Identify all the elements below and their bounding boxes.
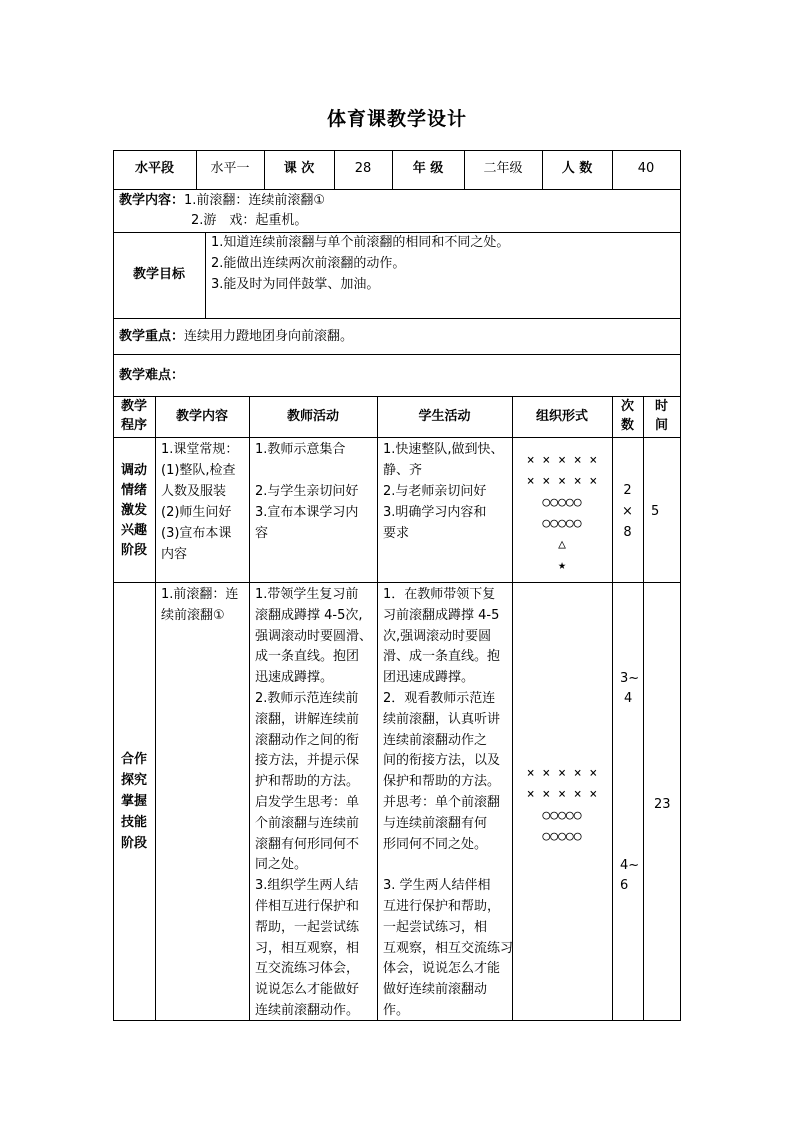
level-label: 水平段 bbox=[134, 161, 174, 176]
page-title: 体育课教学设计 bbox=[326, 108, 467, 130]
stage2-name-5: 阶段 bbox=[120, 836, 147, 851]
stage1-times-1: 2 bbox=[623, 483, 632, 498]
stage2-student-line: 滑、成一条直线。抱 bbox=[383, 649, 501, 665]
level-value: 水平一 bbox=[210, 161, 250, 176]
stage2-teacher-line: 1.带领学生复习前 bbox=[255, 587, 359, 602]
stage1-content-2: (1)整队,检查 bbox=[161, 463, 236, 478]
stage2-teacher-line: 说说怎么才能做好 bbox=[255, 982, 360, 998]
content-item-2: 2.游 戏：起重机。 bbox=[191, 213, 308, 228]
stage2-student-line: 作。 bbox=[383, 1003, 410, 1018]
col-student: 学生活动 bbox=[418, 409, 471, 424]
stage2-student-line: 1．在教师带领下复 bbox=[383, 587, 496, 602]
formation-row: ○○○○○ bbox=[542, 516, 582, 531]
stage1-content-6: 内容 bbox=[161, 547, 188, 562]
stage2-student-line: 形同何不同之处。 bbox=[383, 836, 488, 852]
grade-value: 二年级 bbox=[483, 161, 523, 176]
goal-1: 1.知道连续前滚翻与单个前滚翻的相同和不同之处。 bbox=[211, 235, 510, 250]
stage2-teacher-line: 习，相互观察，相 bbox=[255, 940, 360, 956]
stage2-name-3: 掌握 bbox=[120, 794, 147, 809]
stage2-time: 23 bbox=[654, 797, 671, 812]
stage2-student-line: 体会，说说怎么才能 bbox=[383, 961, 501, 977]
stage1-content-3: 人数及服装 bbox=[161, 484, 227, 499]
stage2-name-4: 技能 bbox=[120, 815, 147, 830]
col-procedure-2: 程序 bbox=[120, 418, 147, 433]
stage2-teacher-line: 伴相互进行保护和 bbox=[255, 899, 360, 914]
stage2-name-1: 合作 bbox=[120, 752, 147, 767]
stage2-teacher-line: 个前滚翻与连续前 bbox=[255, 815, 360, 831]
stage2-name-2: 探究 bbox=[120, 773, 147, 788]
key-point-row bbox=[119, 327, 353, 347]
stage1-name-3: 激发 bbox=[120, 503, 147, 518]
stage1-content-1: 1.课堂常规： bbox=[161, 442, 239, 457]
stage2-teacher-line: 同之处。 bbox=[255, 857, 308, 873]
stage1-student-3: 2.与老师亲切问好 bbox=[383, 484, 487, 499]
stage2-teacher-line: 2.教师示范连续前 bbox=[255, 691, 359, 706]
stage1-formation bbox=[512, 450, 612, 576]
stage1-teacher-1: 1.教师示意集合 bbox=[255, 442, 346, 457]
stage2-student-line: 习前滚翻成蹲撑 4-5 bbox=[383, 607, 500, 623]
formation-row: ○○○○○ bbox=[542, 495, 582, 510]
stage1-name-1: 调动 bbox=[120, 463, 147, 478]
stage2-student-line: 保护和帮助的方法。 bbox=[383, 774, 501, 790]
stage1-student-4: 3.明确学习内容和 bbox=[383, 505, 487, 520]
formation-row: ○○○○○ bbox=[542, 829, 582, 844]
content-label: 教学内容： bbox=[119, 193, 185, 208]
stage1-student-5: 要求 bbox=[383, 526, 410, 541]
stage1-times-2: × bbox=[622, 504, 633, 519]
formation-row: × × × × × bbox=[526, 787, 598, 802]
col-time-2: 间 bbox=[654, 418, 668, 433]
col-content: 教学内容 bbox=[175, 409, 228, 424]
stage2-teacher-line: 滚翻有何形同何不 bbox=[255, 836, 360, 852]
stage2-teacher-line: 滚翻成蹲撑 4-5次, bbox=[255, 607, 363, 623]
stage2-student-line: 互观察，相互交流练习 bbox=[383, 940, 514, 956]
col-form: 组织形式 bbox=[535, 409, 588, 424]
goals-label: 教学目标 bbox=[132, 267, 185, 282]
content-item-1: 1.前滚翻：连续前滚翻① bbox=[184, 193, 326, 208]
formation-row: × × × × × bbox=[526, 766, 598, 781]
stage1-time: 5 bbox=[651, 504, 660, 519]
grade-label: 年 级 bbox=[412, 161, 444, 176]
stage2-student-line: 次,强调滚动时要圆 bbox=[383, 628, 492, 644]
stage2-teacher-line: 帮助，一起尝试练 bbox=[255, 919, 360, 935]
key-point-value: 连续用力蹬地团身向前滚翻。 bbox=[184, 329, 354, 344]
stage1-student-1: 1.快速整队,做到快、 bbox=[383, 442, 504, 457]
stage2-teacher-line: 互交流练习体会， bbox=[255, 961, 360, 977]
formation-row: × × × × × bbox=[526, 474, 598, 489]
key-point-label: 教学重点： bbox=[119, 329, 185, 344]
stage2-teacher-line: 3.组织学生两人结 bbox=[255, 878, 359, 894]
stage1-teacher-4: 3.宣布本课学习内 bbox=[255, 505, 359, 520]
lesson-label: 课 次 bbox=[283, 161, 315, 176]
stage1-teacher-5: 容 bbox=[255, 526, 269, 541]
stage1-name-4: 兴趣 bbox=[120, 523, 147, 538]
stage2-teacher-line: 成一条直线。抱团 bbox=[255, 649, 360, 665]
stage2-student-line: 一起尝试练习，相 bbox=[383, 919, 488, 935]
stage2-student-line: 间的衔接方法，以及 bbox=[383, 753, 501, 769]
stage2-teacher-line: 滚翻动作之间的衔 bbox=[255, 732, 360, 748]
stage2-student-line: 做好连续前滚翻动 bbox=[383, 982, 488, 998]
stage1-content-4: (2)师生问好 bbox=[161, 505, 232, 520]
stage2-teacher-line: 迅速成蹲撑。 bbox=[255, 670, 334, 686]
star-icon: ★ bbox=[558, 558, 566, 573]
stage1-name-2: 情绪 bbox=[120, 483, 147, 498]
stage2-formation bbox=[512, 763, 612, 847]
stage2-student-line: 连续前滚翻动作之 bbox=[383, 732, 488, 748]
col-time-1: 时 bbox=[654, 399, 668, 414]
stage1-content-5: (3)宣布本课 bbox=[161, 526, 232, 541]
stage2-teacher-line: 滚翻，讲解连续前 bbox=[255, 711, 360, 727]
stage2-student-line: 3. 学生两人结伴相 bbox=[383, 878, 491, 894]
col-procedure-1: 教学 bbox=[120, 399, 147, 414]
stage2-times-a-2: 4 bbox=[624, 691, 633, 706]
stage2-times-b-2: 6 bbox=[620, 878, 629, 893]
stage1-name-5: 阶段 bbox=[120, 543, 147, 558]
stage2-teacher-line: 连续前滚翻动作。 bbox=[255, 1003, 360, 1018]
stage2-teacher-line: 接方法，并提示保 bbox=[255, 753, 360, 769]
stage2-content-1: 1.前滚翻：连 bbox=[161, 587, 239, 602]
stage1-teacher-3: 2.与学生亲切问好 bbox=[255, 484, 359, 499]
col-times-1: 次 bbox=[620, 399, 634, 414]
difficulty-row bbox=[119, 366, 184, 386]
lesson-value: 28 bbox=[354, 161, 372, 176]
stage2-teacher-line: 强调滚动时要圆滑、 bbox=[255, 628, 373, 644]
stage2-content-2: 续前滚翻① bbox=[161, 608, 225, 623]
stage2-student-line: 互进行保护和帮助， bbox=[383, 899, 501, 914]
difficulty-label: 教学难点： bbox=[119, 368, 185, 383]
count-value: 40 bbox=[637, 161, 655, 176]
stage2-student-line: 2．观看教师示范连 bbox=[383, 691, 496, 706]
stage2-student-line: 团迅速成蹲撑。 bbox=[383, 670, 475, 686]
formation-row: ○○○○○ bbox=[542, 808, 582, 823]
stage2-times-a-1: 3~ bbox=[620, 671, 640, 686]
stage2-teacher-line: 启发学生思考：单 bbox=[255, 795, 360, 810]
goal-2: 2.能做出连续两次前滚翻的动作。 bbox=[211, 256, 406, 271]
stage1-times-3: 8 bbox=[623, 525, 632, 540]
stage2-student-line: 与连续前滚翻有何 bbox=[383, 815, 488, 831]
content-row bbox=[119, 191, 325, 211]
stage2-student-line: 并思考：单个前滚翻 bbox=[383, 795, 501, 810]
stage2-teacher-line: 护和帮助的方法。 bbox=[255, 774, 360, 790]
count-label: 人 数 bbox=[561, 161, 593, 176]
col-times-2: 数 bbox=[620, 418, 634, 433]
formation-row: × × × × × bbox=[526, 453, 598, 468]
stage2-times-b-1: 4~ bbox=[620, 858, 640, 873]
teacher-marker-icon: △ bbox=[558, 537, 566, 552]
stage1-student-2: 静、齐 bbox=[383, 463, 423, 478]
col-teacher: 教师活动 bbox=[286, 409, 339, 424]
goal-3: 3.能及时为同伴鼓掌、加油。 bbox=[211, 277, 380, 292]
stage2-student-line: 续前滚翻，认真听讲 bbox=[383, 711, 501, 727]
